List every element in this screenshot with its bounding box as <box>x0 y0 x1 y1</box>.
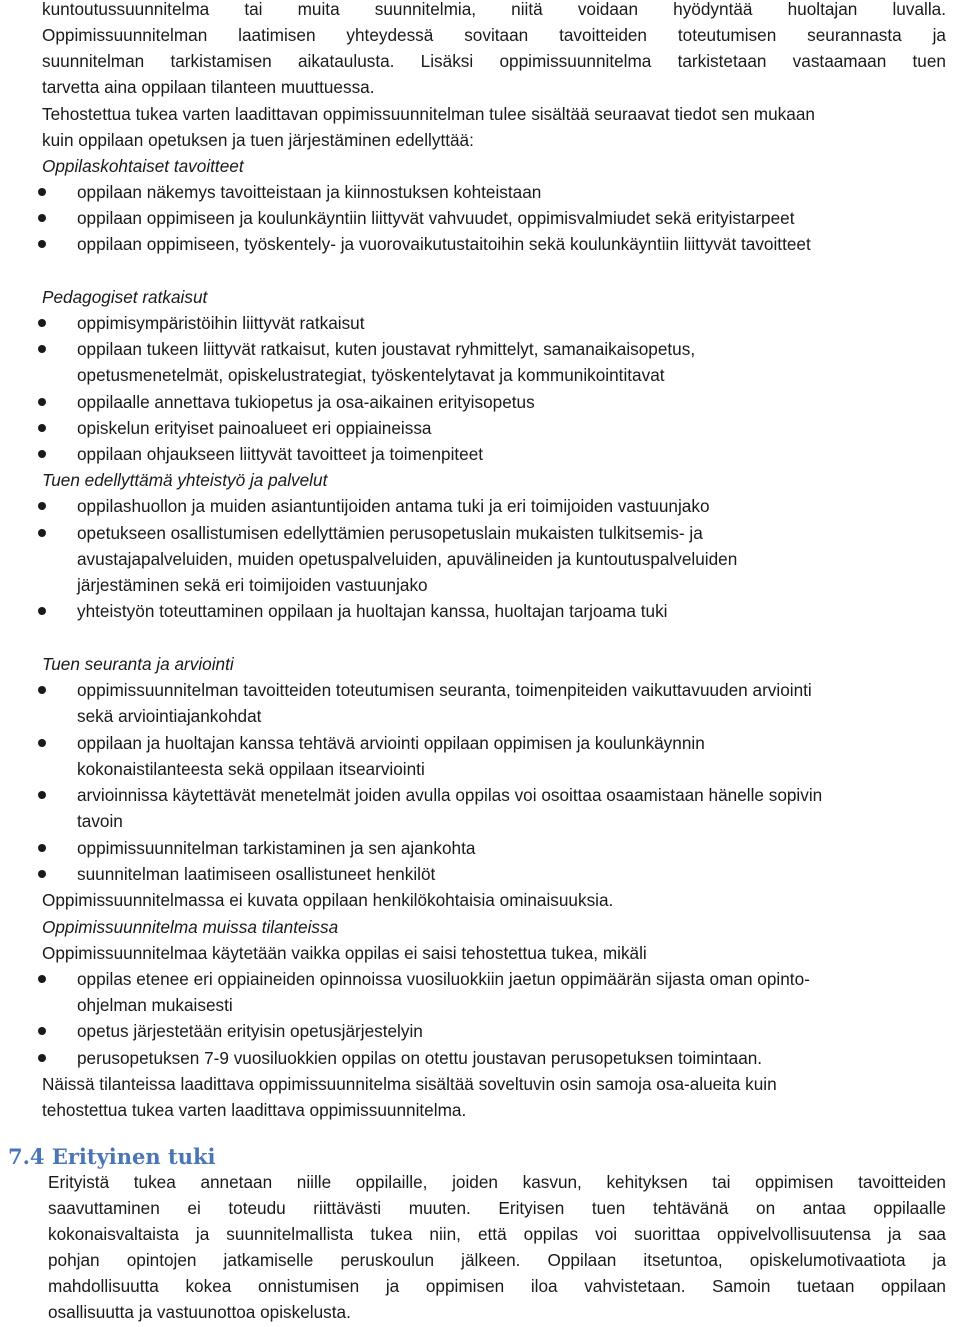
list-item-continuation: tavoin <box>77 811 123 831</box>
intro-line: tarvetta aina oppilaan tilanteen muuttuessa. <box>42 77 375 97</box>
list-item: oppimissuunnitelman tavoitteiden toteutumisen seuranta, toimenpiteiden vaikuttavuuden arviointi <box>77 680 812 700</box>
list-item: oppilaalle annettava tukiopetus ja osa-aikainen erityisopetus <box>77 392 535 412</box>
bullet-icon <box>38 319 46 327</box>
bullet-icon <box>38 844 46 852</box>
bullet-icon <box>38 529 46 537</box>
bullet-icon <box>38 345 46 353</box>
bullet-icon <box>38 240 46 248</box>
tehostettu-line: Tehostettua tukea varten laadittavan oppimissuunnitelman tulee sisältää seuraavat tiedot sen mukaan <box>42 104 815 124</box>
list-item: opiskelun erityiset painoalueet eri oppiaineissa <box>77 418 432 438</box>
list-item-continuation: kokonaistilanteesta sekä oppilaan itsearviointi <box>77 759 425 779</box>
list-item: yhteistyön toteuttaminen oppilaan ja huoltajan kanssa, huoltajan tarjoama tuki <box>77 601 668 621</box>
bullet-icon <box>38 686 46 694</box>
bullet-icon <box>38 607 46 615</box>
list-item: opetus järjestetään erityisin opetusjärjestelyin <box>77 1021 423 1041</box>
list-item: oppilaan tukeen liittyvät ratkaisut, kuten joustavat ryhmittelyt, samanaikaisopetus, <box>77 339 696 359</box>
bullet-icon <box>38 398 46 406</box>
section-heading-yhteistyo: Tuen edellyttämä yhteistyö ja palvelut <box>42 470 328 490</box>
list-item: suunnitelman laatimiseen osallistuneet henkilöt <box>77 864 436 884</box>
section-heading-oppilaskohtaiset: Oppilaskohtaiset tavoitteet <box>42 156 244 176</box>
bullet-icon <box>38 502 46 510</box>
list-item: oppilaan oppimiseen, työskentely- ja vuorovaikutustaitoihin sekä koulunkäyntiin liittyvät tavoitteet <box>77 234 811 254</box>
erityinen-line: kokonaisvaltaista ja suunnitelmallista tukea niin, että oppilas voi suorittaa oppivelvollisuutensa ja saa <box>48 1224 946 1244</box>
list-item-continuation: opetusmenetelmät, opiskelustrategiat, työskentelytavat ja kommunikointitavat <box>77 365 665 385</box>
list-item: oppilaan ja huoltajan kanssa tehtävä arviointi oppilaan oppimisen ja koulunkäynnin <box>77 733 705 753</box>
list-item: oppimisympäristöihin liittyvät ratkaisut <box>77 313 365 333</box>
bullet-icon <box>38 450 46 458</box>
list-item: oppilaan näkemys tavoitteistaan ja kiinnostuksen kohteistaan <box>77 182 542 202</box>
intro-line: Oppimissuunnitelman laatimisen yhteydessä sovitaan tavoitteiden toteutumisen seurannasta ja <box>42 25 946 45</box>
intro-line: kuntoutussuunnitelma tai muita suunnitelmia, niitä voidaan hyödyntää huoltajan luvalla. <box>42 0 946 19</box>
list-item: arvioinnissa käytettävät menetelmät joiden avulla oppilas voi osoittaa osaamistaan hänelle sopivin <box>77 785 823 805</box>
section-heading-erityinen-tuki <box>8 1144 216 1170</box>
bullet-icon <box>38 188 46 196</box>
bullet-icon <box>38 1054 46 1062</box>
section-heading-pedagogiset: Pedagogiset ratkaisut <box>42 287 208 307</box>
seuranta-note: Oppimissuunnitelmassa ei kuvata oppilaan henkilökohtaisia ominaisuuksia. <box>42 890 614 910</box>
list-item-continuation: ohjelman mukaisesti <box>77 995 233 1015</box>
bullet-icon <box>38 791 46 799</box>
bullet-icon <box>38 424 46 432</box>
bullet-icon <box>38 870 46 878</box>
bullet-icon <box>38 214 46 222</box>
section-heading-seuranta: Tuen seuranta ja arviointi <box>42 654 234 674</box>
muissa-closing-line: tehostettua tukea varten laadittava oppimissuunnitelma. <box>42 1100 467 1120</box>
muissa-closing-line: Näissä tilanteissa laadittava oppimissuunnitelma sisältää soveltuvin osin samoja osa-alueita kuin <box>42 1074 777 1094</box>
erityinen-line: pohjan opintojen jatkamiselle peruskoulun jälkeen. Oppilaan itsetuntoa, opiskelumotivaatiota ja <box>48 1250 946 1270</box>
list-item: oppilaan ohjaukseen liittyvät tavoitteet ja toimenpiteet <box>77 444 484 464</box>
list-item: oppilas etenee eri oppiaineiden opinnoissa vuosiluokkiin jaetun oppimäärän sijasta oman opinto- <box>77 969 810 989</box>
list-item: oppilaan oppimiseen ja koulunkäyntiin liittyvät vahvuudet, oppimisvalmiudet sekä erityistarpeet <box>77 208 795 228</box>
section-heading-muissa: Oppimissuunnitelma muissa tilanteissa <box>42 917 339 937</box>
section-title: Erityinen tuki <box>51 1144 216 1169</box>
section-number: 7.4 <box>8 1144 45 1169</box>
erityinen-line: Erityistä tukea annetaan niille oppilaille, joiden kasvun, kehityksen tai oppimisen tavoitteiden <box>48 1172 946 1192</box>
bullet-icon <box>38 739 46 747</box>
list-item: opetukseen osallistumisen edellyttämien perusopetuslain mukaisten tulkitsemis- ja <box>77 523 703 543</box>
list-item: perusopetuksen 7-9 vuosiluokkien oppilas on otettu joustavan perusopetuksen toimintaan. <box>77 1048 763 1068</box>
intro-line: suunnitelman tarkistamisen aikataulusta. Lisäksi oppimissuunnitelma tarkistetaan vastaamaan tuen <box>42 51 946 71</box>
list-item: oppimissuunnitelman tarkistaminen ja sen ajankohta <box>77 838 476 858</box>
bullet-icon <box>38 975 46 983</box>
erityinen-line: osallisuutta ja vastuunottoa opiskelusta. <box>48 1302 351 1322</box>
list-item: oppilashuollon ja muiden asiantuntijoiden antama tuki ja eri toimijoiden vastuunjako <box>77 496 710 516</box>
muissa-lead: Oppimissuunnitelmaa käytetään vaikka oppilas ei saisi tehostettua tukea, mikäli <box>42 943 647 963</box>
list-item-continuation: sekä arviointiajankohdat <box>77 706 262 726</box>
list-item-continuation: avustajapalveluiden, muiden opetuspalveluiden, apuvälineiden ja kuntoutuspalveluiden <box>77 549 738 569</box>
erityinen-line: saavuttaminen ei toteudu riittävästi muuten. Erityisen tuen tehtävänä on antaa oppilaalle <box>48 1198 946 1218</box>
bullet-icon <box>38 1027 46 1035</box>
list-item-continuation: järjestäminen sekä eri toimijoiden vastuunjako <box>77 575 428 595</box>
tehostettu-line: kuin oppilaan opetuksen ja tuen järjestäminen edellyttää: <box>42 130 474 150</box>
erityinen-line: mahdollisuutta kokea onnistumisen ja oppimisen iloa vahvistetaan. Samoin tuetaan oppilaan <box>48 1276 946 1296</box>
